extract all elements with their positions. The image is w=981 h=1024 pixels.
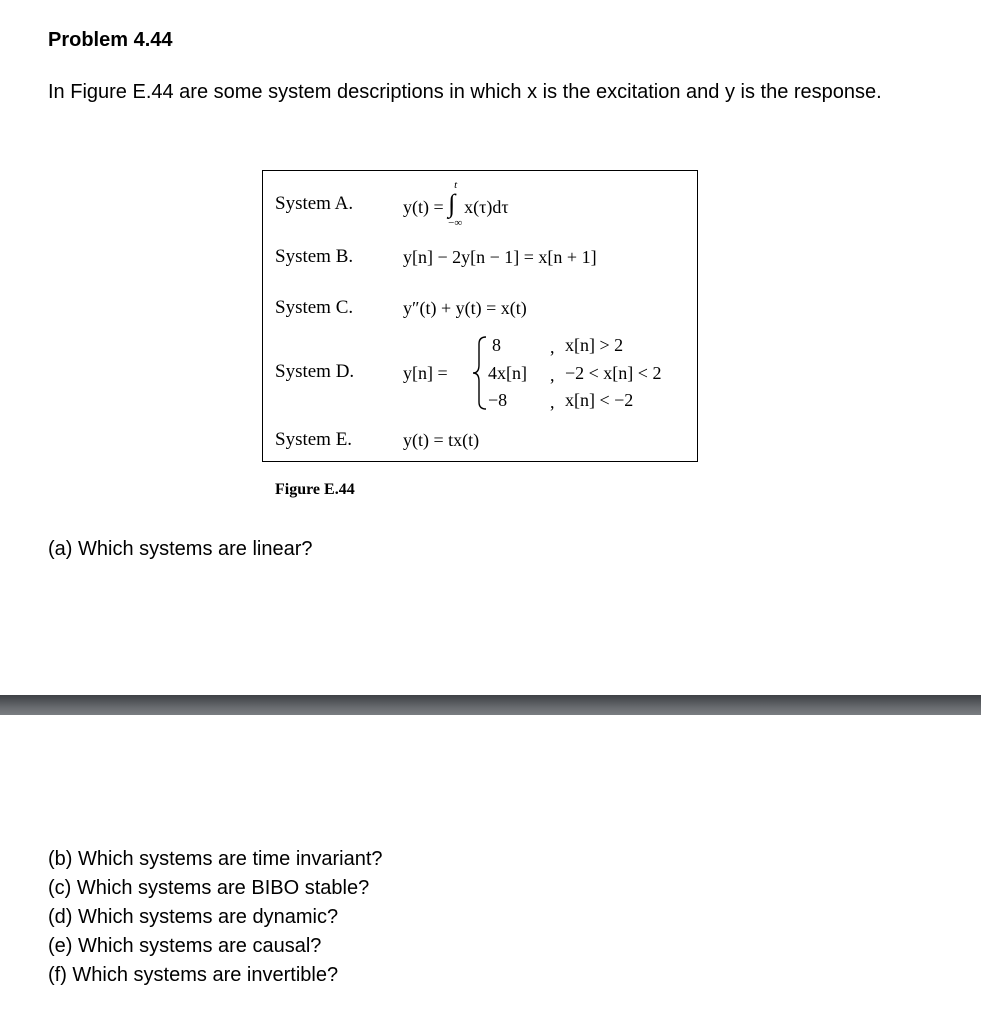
system-d-case-1-value: 8: [492, 335, 501, 355]
figure-caption: Figure E.44: [275, 481, 355, 498]
system-d-case-2-value: 4x[n]: [488, 363, 527, 383]
page-divider: [0, 695, 981, 715]
question-f: (f) Which systems are invertible?: [48, 964, 339, 986]
system-d-case-3-comma: ,: [550, 392, 555, 412]
system-d-case-3-value: −8: [488, 390, 508, 410]
problem-intro: In Figure E.44 are some system descriptions in which x is the excitation and y is the response.: [48, 81, 882, 103]
system-d-label: System D.: [275, 361, 355, 382]
system-a-upper-limit: t: [454, 179, 458, 191]
system-d-case-1-comma: ,: [550, 337, 555, 357]
system-b-equation: y[n] − 2y[n − 1] = x[n + 1]: [403, 247, 597, 267]
question-b: (b) Which systems are time invariant?: [48, 848, 383, 870]
system-c-equation: y″(t) + y(t) = x(t): [403, 298, 527, 318]
system-b-label: System B.: [275, 246, 354, 267]
question-c: (c) Which systems are BIBO stable?: [48, 877, 370, 899]
system-e-equation: y(t) = tx(t): [403, 430, 480, 450]
system-a-lower-limit: −∞: [448, 217, 463, 229]
figure-e44-box: [262, 170, 698, 462]
left-brace-icon: [472, 335, 488, 411]
system-d-case-3-condition: x[n] < −2: [565, 390, 634, 410]
system-a-equation: [403, 179, 509, 229]
problem-title: Problem 4.44: [48, 29, 173, 51]
question-e: (e) Which systems are causal?: [48, 935, 322, 957]
system-d-lhs: y[n] =: [403, 363, 448, 383]
question-a: (a) Which systems are linear?: [48, 538, 313, 560]
system-d-case-2-comma: ,: [550, 365, 555, 385]
integral-sign-icon: ∫ t −∞: [448, 179, 463, 229]
system-c-label: System C.: [275, 297, 354, 318]
system-e-label: System E.: [275, 429, 353, 450]
system-a-integrand: x(τ)dτ: [464, 197, 509, 217]
system-d-case-1-condition: x[n] > 2: [565, 335, 624, 355]
system-d-case-2-condition: −2 < x[n] < 2: [565, 363, 662, 383]
question-d: (d) Which systems are dynamic?: [48, 906, 339, 928]
system-a-label: System A.: [275, 193, 354, 214]
system-a-lhs: y(t) =: [403, 197, 449, 217]
